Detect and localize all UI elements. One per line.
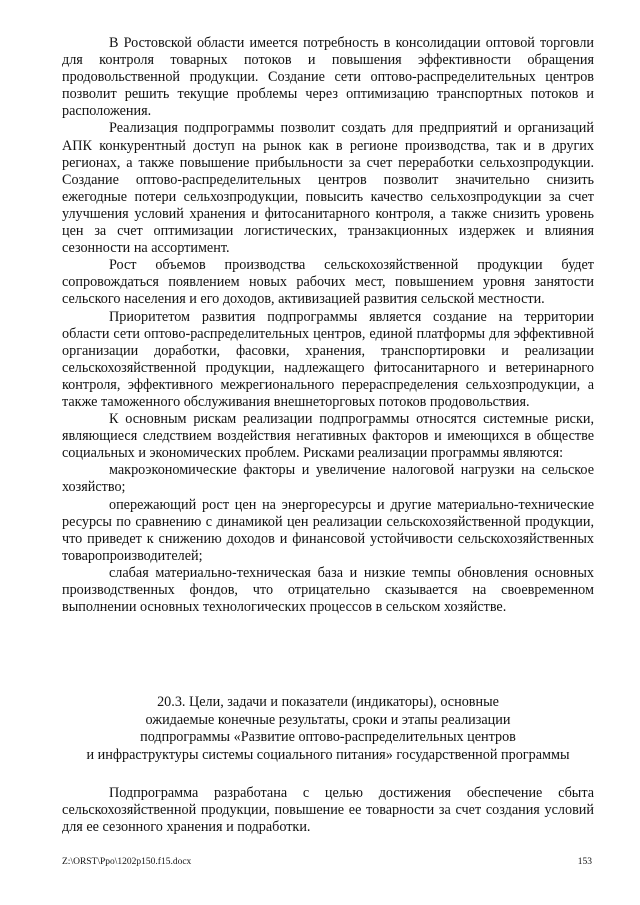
paragraph-priority: Приоритетом развития подпрограммы является создание на территории области сети оптово-распределительных центров, единой платформы для эффективной организации доработки, фасовки, хранения, транспортировки и реализации сельскохозяйственной продукции, надлежащего фитосанитарного и ветеринарного контроля, эффективного межрегионального перераспределения сельхозпродукции, а также таможенного обслуживания внешнеторговых потоков продовольствия. (62, 308, 594, 410)
body-text (62, 35, 594, 616)
section-heading-line: ожидаемые конечные результаты, сроки и этапы реализации (145, 711, 511, 728)
section-heading (62, 694, 594, 764)
risk-item-macroeconomic: макроэкономические факторы и увеличение налоговой нагрузки на сельское хозяйство; (62, 462, 594, 496)
paragraph-market-access: Реализация подпрограммы позволит создать для предприятий и организаций АПК конкурентный доступ на рынок как в регионе производства, так и в других регионах, а также повышение прибыльности за счет переработки сельхозпродукции. Создание оптово-распределительных центров позволит значительно снизить ежегодные потери сельхозпродукции, повысить качество сельхозпродукции за счет улучшения условий хранения и фитосанитарного контроля, а также снизить уровень цен за счет оптимизации логистических, транзакционных издержек и влияния сезонности на ассортимент. (62, 120, 594, 257)
paragraph-employment: Рост объемов производства сельскохозяйственной продукции будет сопровождаться появлением новых рабочих мест, повышением уровня занятости сельского населения и его доходов, активизацией развития сельской местности. (62, 257, 594, 308)
paragraph-risks-intro: К основным рискам реализации подпрограммы относятся системные риски, являющиеся следствием воздействия негативных факторов и имеющихся в обществе социальных и экономических проблем. Рисками реализации программы являются: (62, 411, 594, 462)
section-heading-line: и инфраструктуры системы социального питания» государственной программы (86, 746, 570, 763)
risk-item-energy-prices: опережающий рост цен на энергоресурсы и другие материально-технические ресурсы по сравнению с динамикой цен реализации сельскохозяйственной продукции, что приведет к снижению доходов и финансовой устойчивости сельскохозяйственных товаропроизводителей; (62, 496, 594, 564)
paragraph-consolidation: В Ростовской области имеется потребность в консолидации оптовой торговли для контроля товарных потоков и повышения эффективности обращения продовольственной продукции. Создание сети оптово-распределительных центров позволит решить текущие проблемы через оптимизацию транспортных потоков и расположения. (62, 35, 594, 120)
section-heading-line: подпрограммы «Развитие оптово-распределительных центров (140, 729, 516, 746)
paragraph-subprogram-goal: Подпрограмма разработана с целью достижения обеспечение сбыта сельскохозяйственной продукции, повышение ее товарности за счет создания условий для ее сезонного хранения и подработки. (62, 785, 594, 836)
footer-page-number: 153 (577, 857, 592, 867)
risk-item-material-base: слабая материально-техническая база и низкие темпы обновления основных производственных фондов, что отрицательно сказывается на своевременном выполнении основных технологических процессов в сельском хозяйстве. (62, 564, 594, 616)
footer-file-path: Z:\ORST\Ppo\1202p150.f15.docx (62, 857, 192, 867)
closing-text (62, 785, 594, 836)
section-heading-line: 20.3. Цели, задачи и показатели (индикаторы), основные (157, 694, 499, 710)
